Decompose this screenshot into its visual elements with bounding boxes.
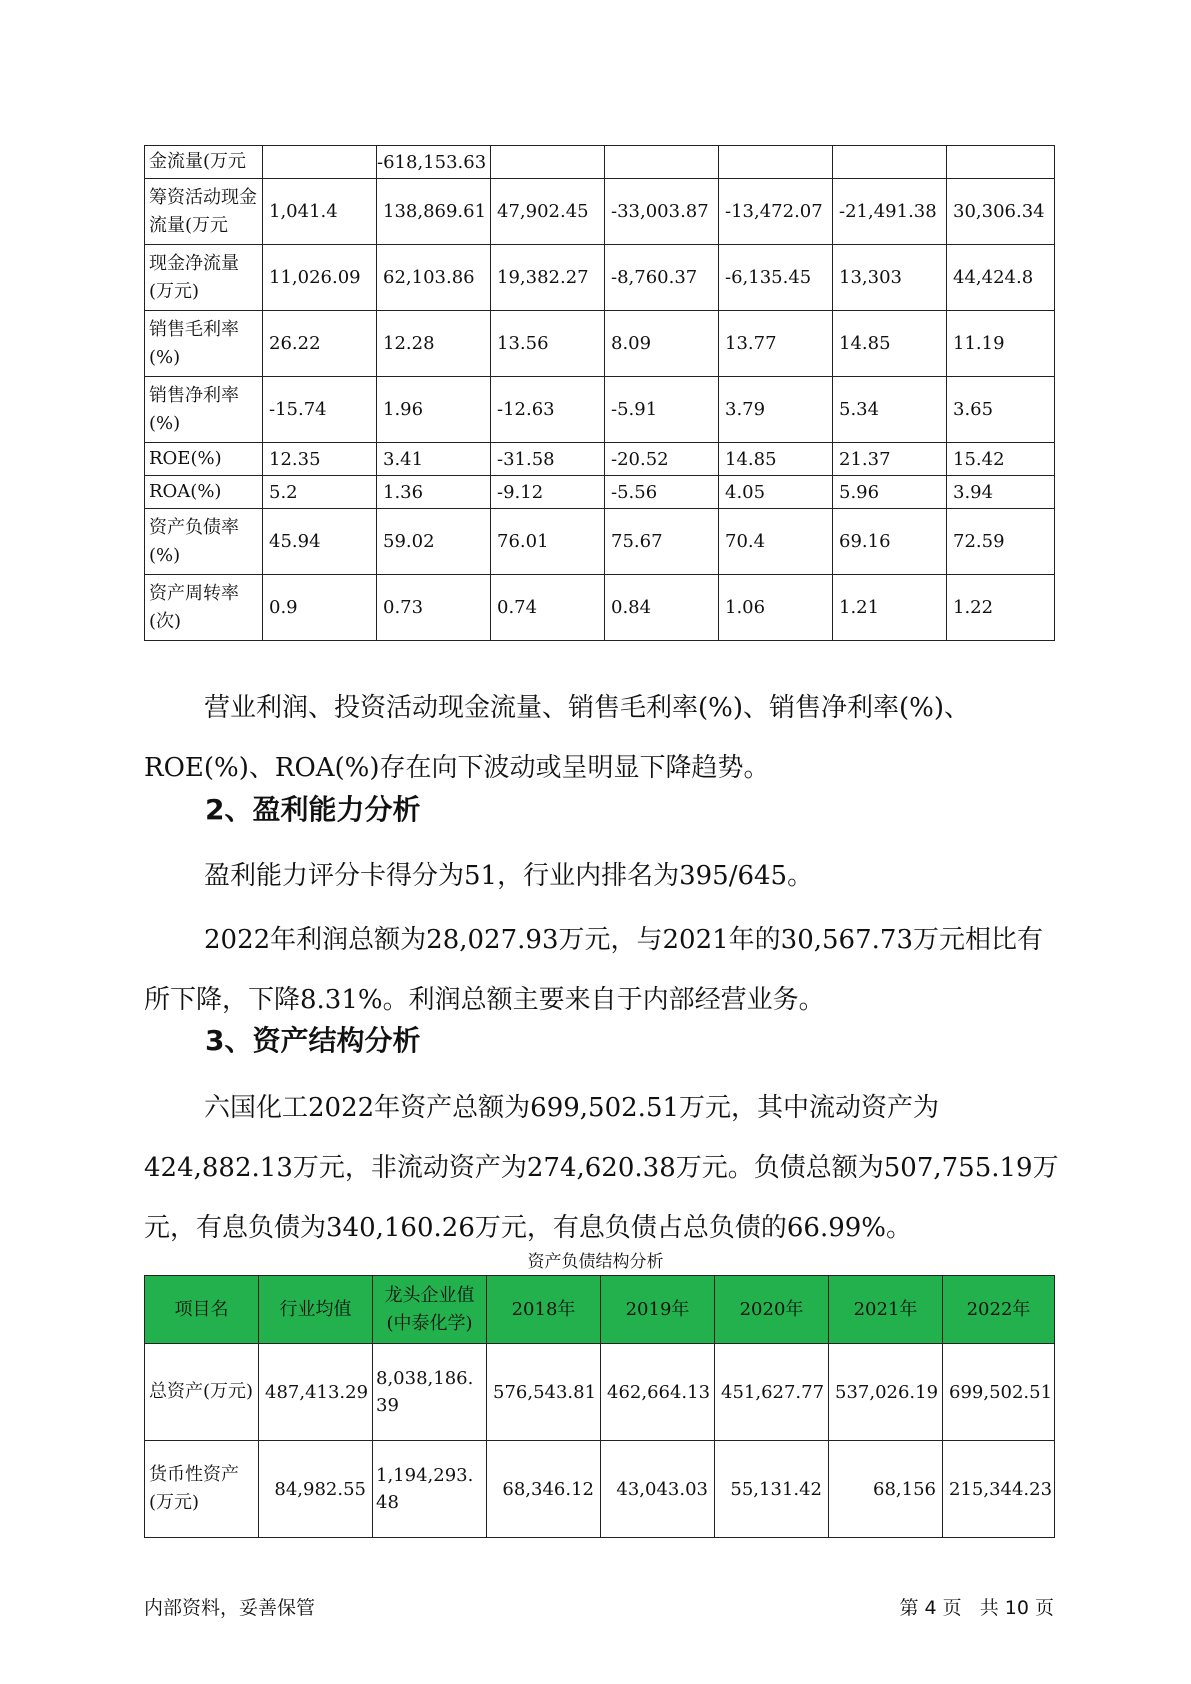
table-cell [491,146,605,179]
row-label: ROE(%) [145,443,263,476]
table-caption: 资产负债结构分析 [527,1252,664,1272]
table-header-row [145,1276,1055,1344]
table-row [145,1344,1055,1441]
table-row [145,1441,1055,1538]
table-cell: 3.94 [947,476,1055,509]
asset-liability-table [144,1275,1055,1538]
table-cell: 0.84 [605,575,719,641]
table-cell: 68,346.12 [487,1441,601,1538]
row-label: 资产周转率(次) [145,575,263,641]
table-cell: 55,131.42 [715,1441,829,1538]
table-cell: 12.35 [263,443,377,476]
table-cell: 1.06 [719,575,833,641]
table-cell: 26.22 [263,311,377,377]
column-header: 2021年 [829,1276,943,1344]
table-row [145,179,1055,245]
table-cell: 47,902.45 [491,179,605,245]
table-cell: 699,502.51 [943,1344,1055,1441]
table-cell: 72.59 [947,509,1055,575]
table-cell: 13,303 [833,245,947,311]
total-profit-paragraph: 2022年利润总额为28,027.93万元，与2021年的30,567.73万元相比有所下降，下降8.31%。利润总额主要来自于内部经营业务。 [144,925,1043,1015]
table-cell [947,146,1055,179]
table-cell: 8.09 [605,311,719,377]
table-row [145,443,1055,476]
table-cell: -33,003.87 [605,179,719,245]
table-cell: 487,413.29 [259,1344,373,1441]
table-cell: 1,194,293.48 [373,1441,487,1538]
table-cell: 1.96 [377,377,491,443]
table-cell: 62,103.86 [377,245,491,311]
table-cell: 14.85 [719,443,833,476]
table-row [145,245,1055,311]
table-cell: -5.56 [605,476,719,509]
table-cell: 1.21 [833,575,947,641]
column-header: 2020年 [715,1276,829,1344]
row-label: 筹资活动现金流量(万元 [145,179,263,245]
table-row [145,509,1055,575]
table-cell [719,146,833,179]
table-cell: 451,627.77 [715,1344,829,1441]
table-row [145,476,1055,509]
table-cell: 3.41 [377,443,491,476]
table-cell: -12.63 [491,377,605,443]
asset-structure-paragraph: 六国化工2022年资产总额为699,502.51万元，其中流动资产为424,882.13万元，非流动资产为274,620.38万元。负债总额为507,755.19万元，有息负债为340,160.26万元，有息负债占总负债的66.99%。 [144,1093,1059,1243]
financial-indicators-table [144,145,1055,641]
table-row [145,146,1055,179]
table-cell: 84,982.55 [259,1441,373,1538]
table-cell: 8,038,186.39 [373,1344,487,1441]
table-cell: 70.4 [719,509,833,575]
row-label: 销售净利率(%) [145,377,263,443]
column-header: 2018年 [487,1276,601,1344]
row-label: 现金净流量(万元) [145,245,263,311]
table-cell: 5.96 [833,476,947,509]
table-cell: 0.74 [491,575,605,641]
column-header: 2019年 [601,1276,715,1344]
table-cell: 19,382.27 [491,245,605,311]
footer-confidential-note: 内部资料，妥善保管 [144,1597,316,1619]
table-cell: 0.9 [263,575,377,641]
table-cell: 75.67 [605,509,719,575]
table-cell: 5.2 [263,476,377,509]
table-cell: 21.37 [833,443,947,476]
table-cell: 4.05 [719,476,833,509]
table-cell: 0.73 [377,575,491,641]
row-label: 总资产(万元) [145,1344,259,1441]
table-cell: 59.02 [377,509,491,575]
footer-page-number: 第 4 页 共 10 页 [899,1597,1054,1619]
table-cell: 13.77 [719,311,833,377]
table-cell: 3.65 [947,377,1055,443]
table-cell: 215,344.23 [943,1441,1055,1538]
section-heading-asset-structure: 3、资产结构分析 [205,1024,421,1057]
table-cell: -20.52 [605,443,719,476]
column-header: 龙头企业值(中泰化学) [373,1276,487,1344]
table-cell [605,146,719,179]
column-header: 2022年 [943,1276,1055,1344]
table-cell: 138,869.61 [377,179,491,245]
table-cell: -8,760.37 [605,245,719,311]
table-cell: 30,306.34 [947,179,1055,245]
table-cell: 537,026.19 [829,1344,943,1441]
table-cell: 68,156 [829,1441,943,1538]
section-heading-profitability: 2、盈利能力分析 [205,793,421,826]
table-cell: 462,664.13 [601,1344,715,1441]
table-cell: 43,043.03 [601,1441,715,1538]
table-row [145,377,1055,443]
table-cell: 1,041.4 [263,179,377,245]
table-cell: -618,153.63 [377,146,491,179]
table-row [145,575,1055,641]
table-row [145,311,1055,377]
table-cell: -15.74 [263,377,377,443]
table-cell [833,146,947,179]
table-cell: -21,491.38 [833,179,947,245]
trend-summary-paragraph: 营业利润、投资活动现金流量、销售毛利率(%)、销售净利率(%)、ROE(%)、ROA(%)存在向下波动或呈明显下降趋势。 [144,693,970,783]
table-cell: 44,424.8 [947,245,1055,311]
table-cell: -31.58 [491,443,605,476]
profitability-score-paragraph: 盈利能力评分卡得分为51，行业内排名为395/645。 [204,861,814,891]
row-label: 资产负债率(%) [145,509,263,575]
table-cell: 14.85 [833,311,947,377]
column-header: 项目名 [145,1276,259,1344]
table-cell: 5.34 [833,377,947,443]
table-cell: 3.79 [719,377,833,443]
table-cell: 12.28 [377,311,491,377]
table-cell: 15.42 [947,443,1055,476]
table-cell: 69.16 [833,509,947,575]
table-cell: 576,543.81 [487,1344,601,1441]
table-cell: -6,135.45 [719,245,833,311]
table-cell: -13,472.07 [719,179,833,245]
row-label: 销售毛利率(%) [145,311,263,377]
row-label: 金流量(万元 [145,146,263,179]
row-label: ROA(%) [145,476,263,509]
table-cell: -5.91 [605,377,719,443]
table-cell: 76.01 [491,509,605,575]
table-cell [263,146,377,179]
table-cell: 1.36 [377,476,491,509]
row-label: 货币性资产(万元) [145,1441,259,1538]
column-header: 行业均值 [259,1276,373,1344]
table-cell: 11.19 [947,311,1055,377]
table-cell: 45.94 [263,509,377,575]
table-cell: 11,026.09 [263,245,377,311]
table-cell: -9.12 [491,476,605,509]
table-cell: 13.56 [491,311,605,377]
table-cell: 1.22 [947,575,1055,641]
